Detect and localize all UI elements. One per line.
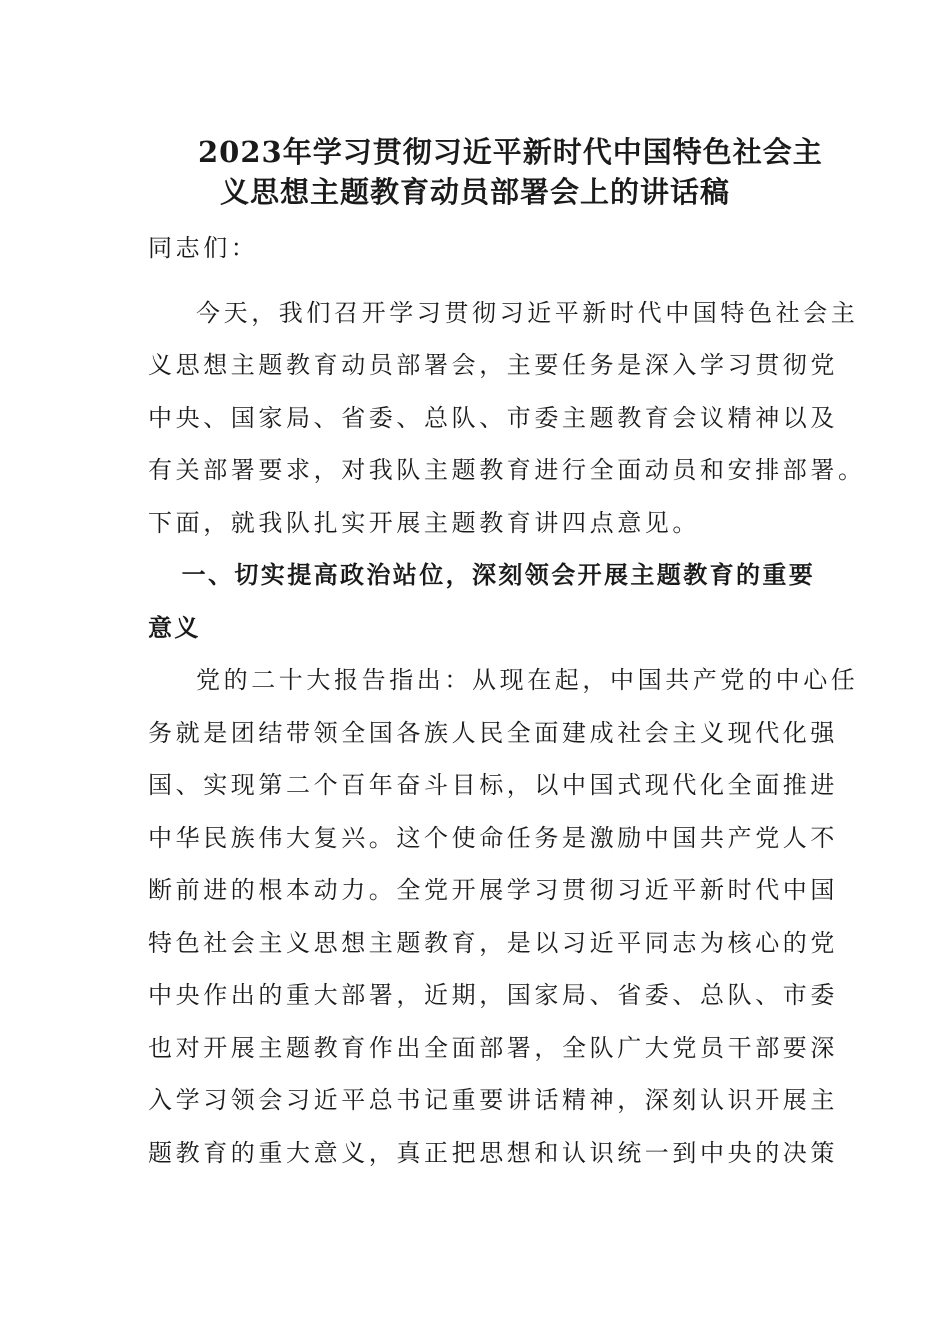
paragraph-line: 今天，我们召开学习贯彻习近平新时代中国特色社会主 bbox=[196, 298, 859, 327]
paragraph-line: 中央作出的重大部署，近期，国家局、省委、总队、市委 bbox=[148, 981, 838, 1009]
heading-line: 意义 bbox=[148, 612, 201, 642]
paragraph-line: 题教育的重大意义，真正把思想和认识统一到中央的决策 bbox=[148, 1138, 838, 1167]
paragraph-line: 中央、国家局、省委、总队、市委主题教育会议精神以及 bbox=[148, 403, 838, 432]
paragraph-line: 也对开展主题教育作出全面部署，全队广大党员干部要深 bbox=[148, 1033, 838, 1062]
paragraph-line: 中华民族伟大复兴。这个使命任务是激励中国共产党人不 bbox=[148, 823, 838, 852]
document-title bbox=[148, 132, 823, 212]
heading-line: 一、切实提高政治站位，深刻领会开展主题教育的重要 bbox=[181, 560, 816, 589]
paragraph-line: 下面，就我队扎实开展主题教育讲四点意见。 bbox=[148, 508, 700, 537]
salutation: 同志们： bbox=[148, 234, 259, 262]
document-body bbox=[148, 222, 866, 1179]
paragraph-line: 国、实现第二个百年奋斗目标，以中国式现代化全面推进 bbox=[148, 771, 838, 799]
title-line: 义思想主题教育动员部署会上的讲话稿 bbox=[220, 175, 731, 209]
intro-paragraph bbox=[148, 287, 866, 550]
paragraph-line: 特色社会主义思想主题教育，是以习近平同志为核心的党 bbox=[148, 928, 838, 957]
title-line: 2023年学习贯彻习近平新时代中国特色社会主 bbox=[198, 135, 823, 169]
paragraph-line: 断前进的根本动力。全党开展学习贯彻习近平新时代中国 bbox=[148, 876, 838, 904]
paragraph-line: 义思想主题教育动员部署会，主要任务是深入学习贯彻党 bbox=[148, 351, 838, 379]
paragraph-line: 党的二十大报告指出：从现在起，中国共产党的中心任 bbox=[196, 666, 859, 694]
paragraph-line: 有关部署要求，对我队主题教育进行全面动员和安排部署。 bbox=[148, 456, 866, 484]
paragraph-line: 务就是团结带领全国各族人民全面建成社会主义现代化强 bbox=[148, 718, 838, 747]
section-heading bbox=[148, 549, 816, 654]
paragraph-line: 入学习领会习近平总书记重要讲话精神，深刻认识开展主 bbox=[148, 1086, 838, 1114]
section-paragraph bbox=[148, 654, 859, 1179]
